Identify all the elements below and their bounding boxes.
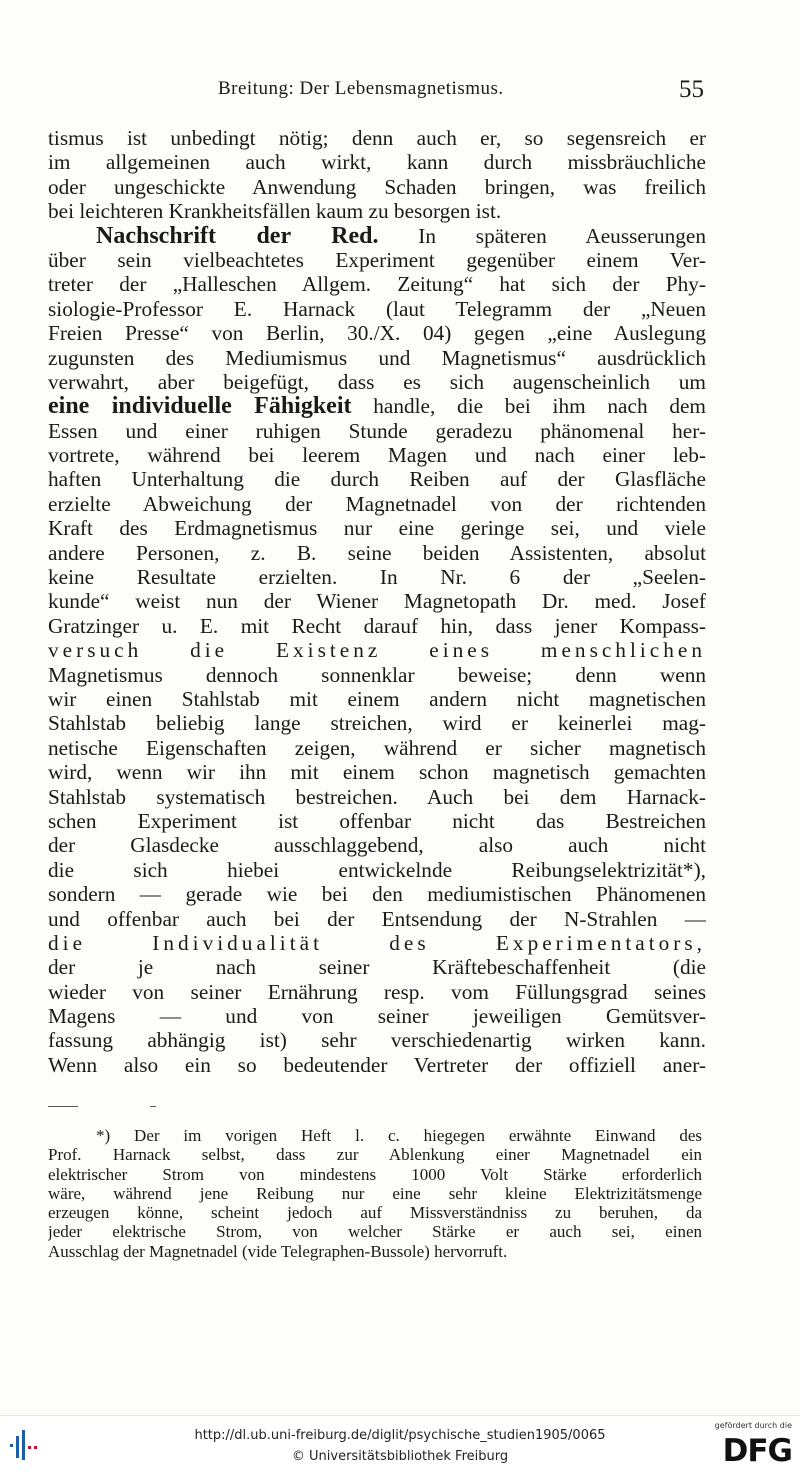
text-line: oder ungeschickte Anwendung Schaden bringen, was freilich <box>48 174 706 199</box>
text-line: wir einen Stahlstab mit einem andern nicht magnetischen <box>48 686 706 711</box>
text-line: und offenbar auch bei der Entsendung der N-Strahlen — <box>48 906 706 931</box>
text-line: vortrete, während bei leerem Magen und nach einer leb- <box>48 443 706 468</box>
footnote-rule <box>48 1106 78 1107</box>
text-line: versuch die Existenz eines menschlichen <box>48 638 706 663</box>
footnote-line: Prof. Harnack selbst, dass zur Ablenkung einer Magnetnadel ein <box>48 1145 702 1165</box>
text-line: der je nach seiner Kräftebeschaffenheit (die <box>48 955 706 980</box>
text-line: im allgemeinen auch wirkt, kann durch missbräuchliche <box>48 150 706 175</box>
library-logo-icon <box>8 1426 42 1464</box>
text-line: treter der „Halleschen Allgem. Zeitung“ hat sich der Phy- <box>48 272 706 297</box>
text-line-with-emphasis <box>48 394 706 418</box>
text-line: die sich hiebei entwickelnde Reibungselektrizität*), <box>48 857 706 882</box>
viewer-footer <box>0 1415 800 1472</box>
text-line: die Individualität des Experimentators, <box>48 930 706 955</box>
text-line: bei leichteren Krankheitsfällen kaum zu besorgen ist. <box>48 199 502 224</box>
postscript-heading: Nachschrift der Red. <box>96 223 379 248</box>
copyright-notice: © Universitätsbibliothek Freiburg <box>291 1449 509 1464</box>
text-line: über sein vielbeachtetes Experiment gegenüber einem Ver- <box>48 247 706 272</box>
text-line: schen Experiment ist offenbar nicht das Bestreichen <box>48 808 706 833</box>
document-url[interactable]: http://dl.ub.uni-freiburg.de/diglit/psychische_studien1905/0065 <box>194 1428 606 1443</box>
footnote-line: wäre, während jene Reibung nur eine sehr kleine Elektrizitätsmenge <box>48 1183 702 1203</box>
page-number: 55 <box>679 76 704 103</box>
text-line: Magens — und von seiner jeweiligen Gemütsver- <box>48 1004 706 1029</box>
dfg-logo: DFG <box>722 1433 792 1469</box>
text-line: Magnetismus dennoch sonnenklar beweise; denn wenn <box>48 662 706 687</box>
text-line: netische Eigenschaften zeigen, während er sicher magnetisch <box>48 735 706 760</box>
text-line: verwahrt, aber beigefügt, dass es sich augenscheinlich um <box>48 369 706 394</box>
text-line: Kraft des Erdmagnetismus nur eine geringe sei, und viele <box>48 516 706 541</box>
text-line: Stahlstab systematisch bestreichen. Auch bei dem Harnack- <box>48 784 706 809</box>
footnote-line: jeder elektrische Strom, von welcher Stärke er auch sei, einen <box>48 1222 702 1242</box>
text-line: kunde“ weist nun der Wiener Magnetopath Dr. med. Josef <box>48 589 706 614</box>
text-line: wird, wenn wir ihn mit einem schon magnetisch gemachten <box>48 760 706 785</box>
text-line: tismus ist unbedingt nötig; denn auch er, so segensreich er <box>48 126 706 150</box>
dfg-funding-logo <box>704 1421 792 1471</box>
footnote-line: *) Der im vorigen Heft l. c. hiegegen erwähnte Einwand des <box>96 1126 702 1145</box>
text-line: haften Unterhaltung die durch Reiben auf der Glasfläche <box>48 467 706 492</box>
text-line: Essen und einer ruhigen Stunde geradezu phänomenal her- <box>48 418 706 443</box>
text-line: Freien Presse“ von Berlin, 30./X. 04) gegen „eine Auslegung <box>48 321 706 346</box>
text-line: sondern — gerade wie bei den mediumistischen Phänomenen <box>48 882 706 907</box>
body-text <box>48 126 706 1077</box>
text-fragment: In späteren Aeusserungen <box>418 223 706 248</box>
text-line: Gratzinger u. E. mit Recht darauf hin, dass jener Kompass- <box>48 613 706 638</box>
footnote-line: elektrischer Strom von mindestens 1000 Volt Stärke erforderlich <box>48 1164 702 1184</box>
running-title: Breitung: Der Lebensmagnetismus. <box>218 78 504 99</box>
text-line: Wenn also ein so bedeutender Vertreter der offiziell aner- <box>48 1052 706 1077</box>
footnote-rule-mark <box>150 1106 156 1107</box>
text-line: siologie-Professor E. Harnack (laut Telegramm der „Neuen <box>48 296 706 321</box>
dfg-caption: gefördert durch die <box>714 1421 792 1430</box>
footnote-line: Ausschlag der Magnetnadel (vide Telegraphen-Bussole) hervorruft. <box>48 1241 508 1261</box>
running-head <box>48 78 710 104</box>
text-line: erzielte Abweichung der Magnetnadel von der richtenden <box>48 491 706 516</box>
text-line: Stahlstab beliebig lange streichen, wird er keinerlei mag- <box>48 711 706 736</box>
text-line: andere Personen, z. B. seine beiden Assistenten, absolut <box>48 540 706 565</box>
text-line: fassung abhängig ist) sehr verschiedenartig wirken kann. <box>48 1028 706 1053</box>
footnote-line: erzeugen könne, scheint jedoch auf Missverständniss zu beruhen, da <box>48 1203 702 1223</box>
text-line-with-heading <box>48 224 706 248</box>
emphasized-phrase: eine individuelle Fähigkeit <box>48 394 352 419</box>
text-fragment: handle, die bei ihm nach dem <box>373 394 706 419</box>
text-line: wieder von seiner Ernährung resp. vom Füllungsgrad seines <box>48 979 706 1004</box>
text-line: zugunsten des Mediumismus und Magnetismus“ ausdrücklich <box>48 345 706 370</box>
footnote <box>48 1126 702 1261</box>
text-line: keine Resultate erzielten. In Nr. 6 der „Seelen- <box>48 565 706 590</box>
text-line: der Glasdecke ausschlaggebend, also auch nicht <box>48 833 706 858</box>
